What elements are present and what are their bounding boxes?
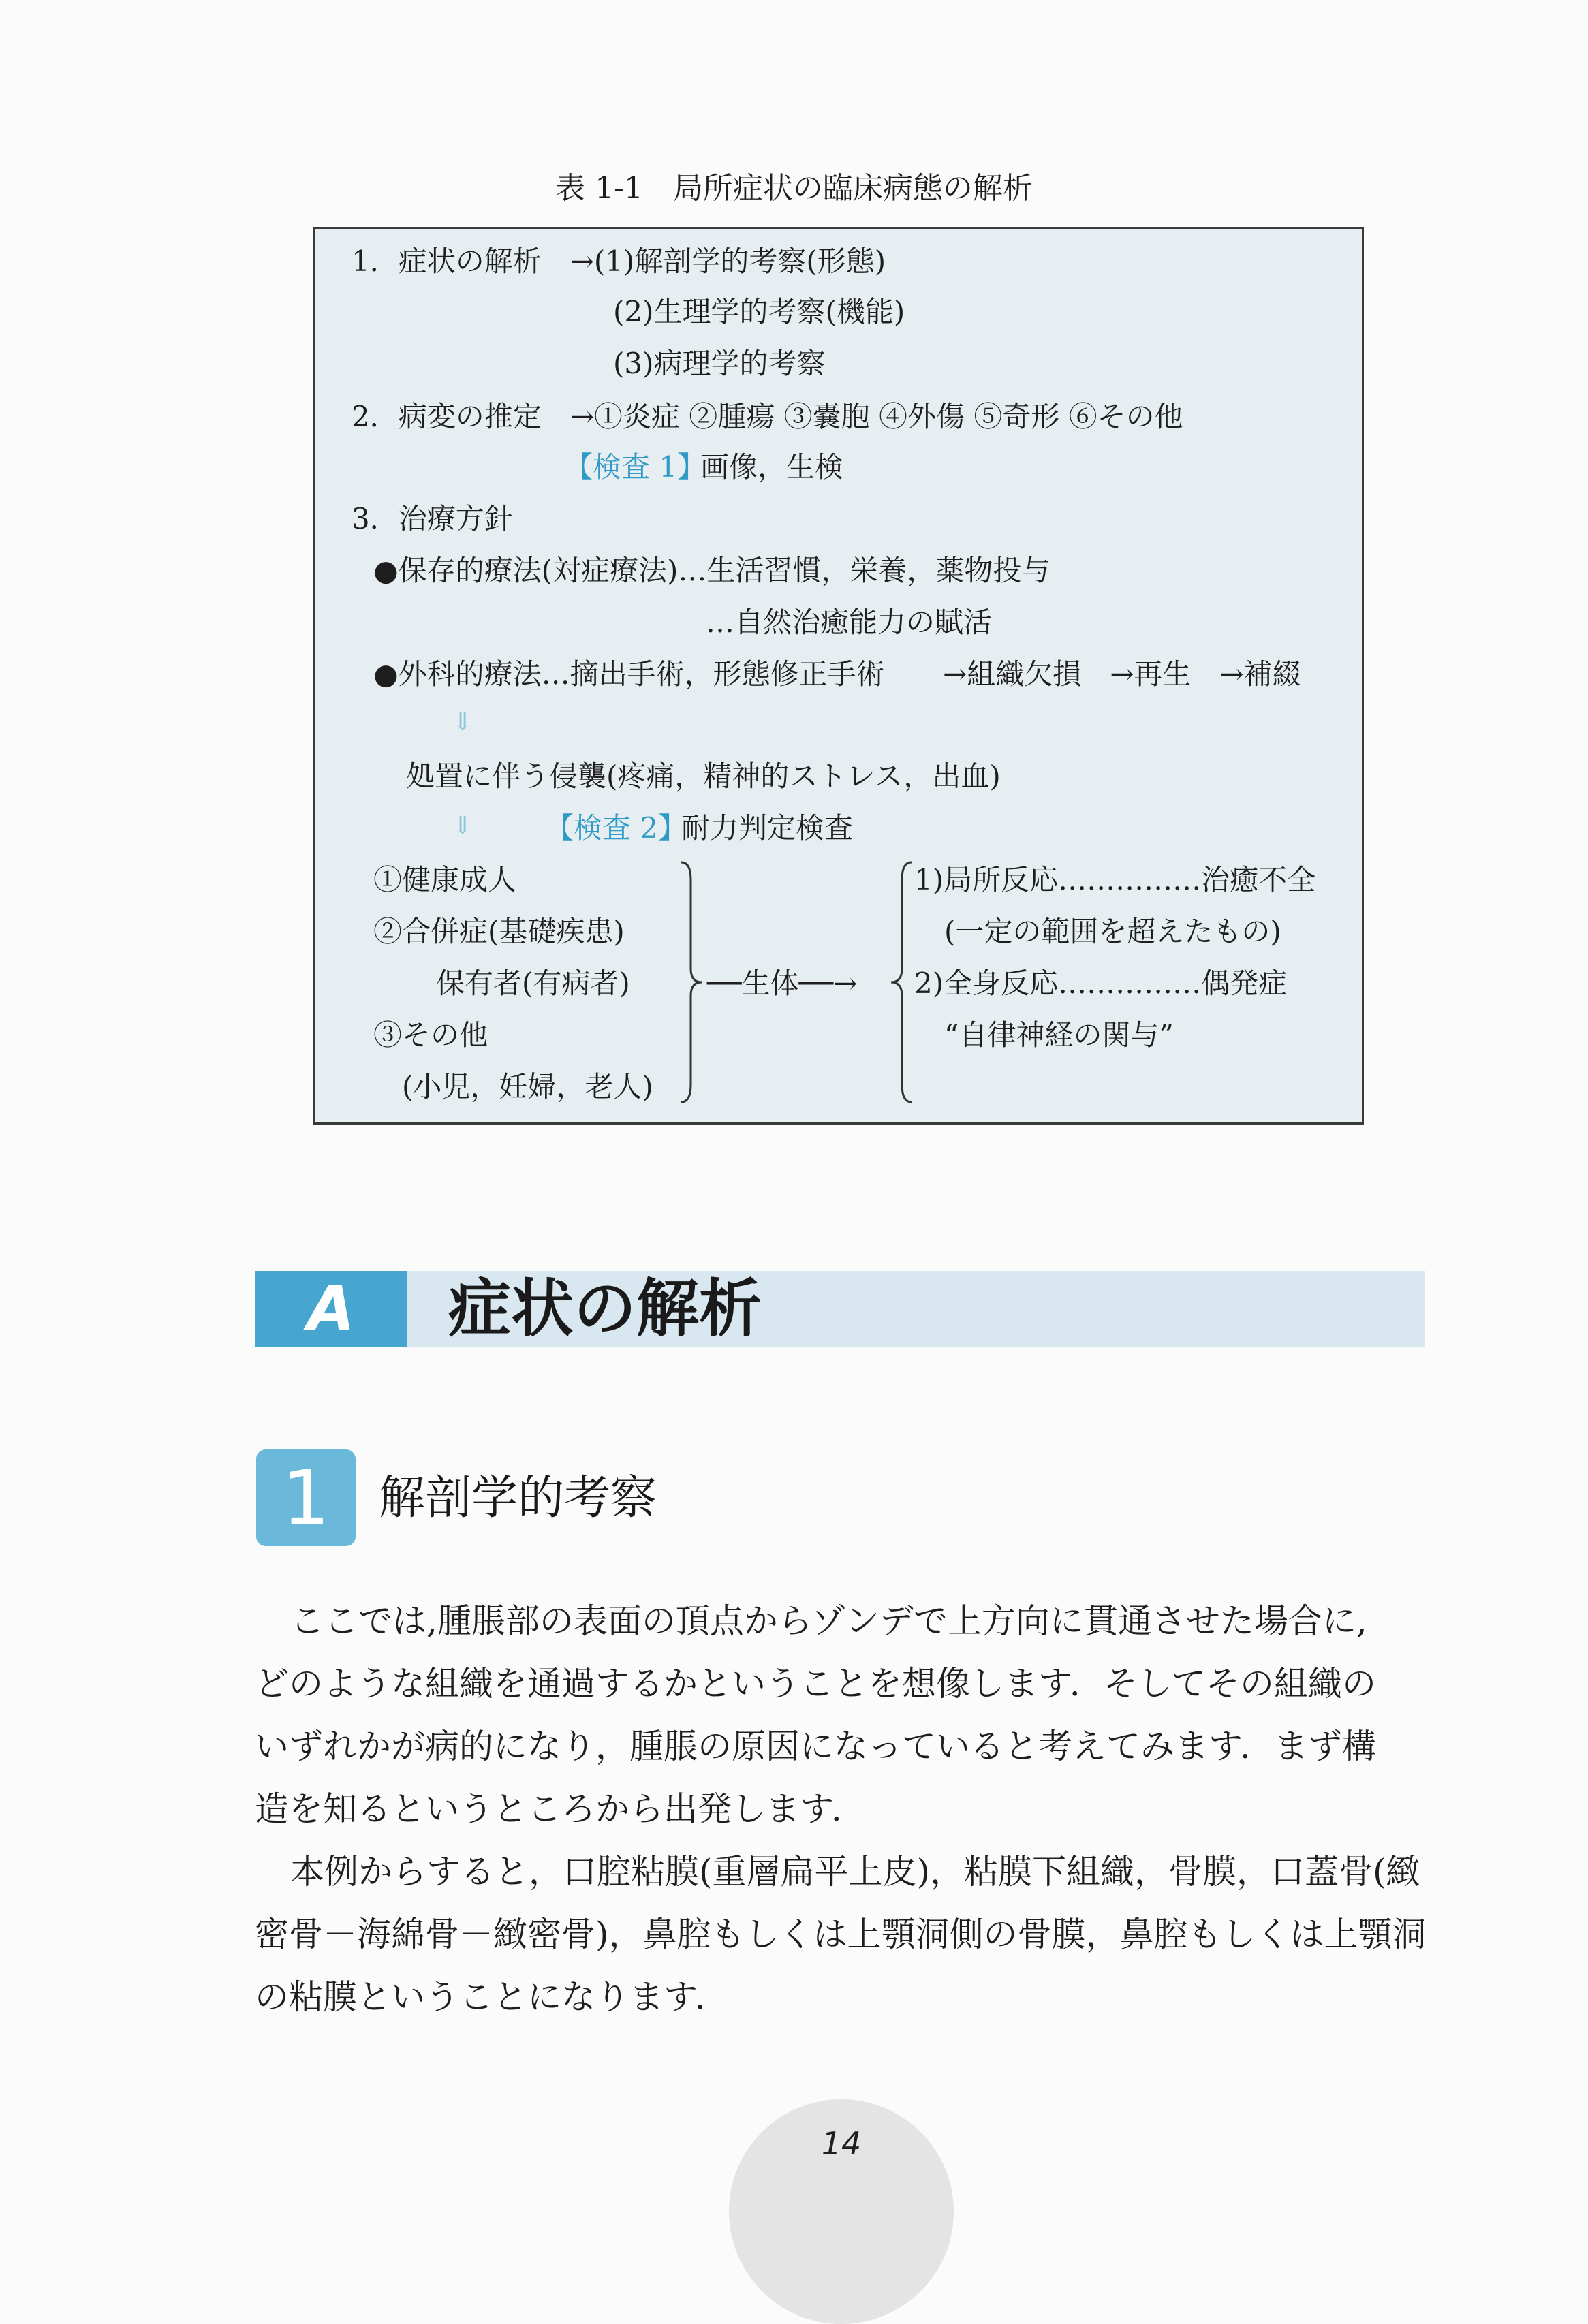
body-p2-line3: の粘膜ということになります． [255,1977,729,2017]
table-line-5-arrows: →組織欠損 →再生 →補綴 [943,657,1301,691]
table-line-4b: …自然治癒能力の賦活 [706,606,993,639]
section-letter: A [307,1273,355,1345]
body-p1-line1: ここでは,腫脹部の表面の頂点からゾンデで上方向に貫通させた場合に, [290,1601,1367,1641]
right-brace-icon [679,860,706,1105]
host-left-5: (小児，妊婦，老人) [402,1070,653,1103]
section-title: 症状の解析 [448,1272,762,1345]
reaction-right-2: (一定の範囲を超えたもの) [944,915,1281,948]
kensa1-text: 画像，生検 [700,450,844,484]
body-p1-line3: いずれかが病的になり，腫脹の原因になっていると考えてみます．まず構 [255,1727,1376,1766]
kensa1-tag: 【検査 1】 [564,450,706,484]
left-brace-icon [887,860,914,1105]
table-line-6: 処置に伴う侵襲(疼痛，精神的ストレス，出血) [406,759,1001,793]
body-p1-line4: 造を知るというところから出発します． [255,1789,865,1829]
kensa2-tag: 【検査 2】 [545,811,687,845]
body-p2-line2: 密骨－海綿骨－緻密骨)，鼻腔もしくは上顎洞側の骨膜，鼻腔もしくは上顎洞 [255,1915,1427,1954]
body-p1-line2: どのような組織を通過するかということを想像します．そしてその組織の [255,1664,1376,1703]
table-line-3: 3．治療方針 [352,502,513,535]
table-line-5: ●外科的療法…摘出手術，形態修正手術 [373,657,885,691]
host-left-3: 保有者(有病者) [436,967,630,1000]
body-p2-line1: 本例からすると，口腔粘膜(重層扁平上皮)，粘膜下組織，骨膜，口蓋骨(緻 [290,1852,1420,1891]
center-body-arrow: ──生体──→ [707,967,858,1000]
table-line-4: ●保存的療法(対症療法)…生活習慣，栄養，薬物投与 [373,554,1050,587]
page-number: 14 [821,2125,862,2162]
reaction-right-4: “自律神経の関与” [944,1018,1174,1052]
table-caption: 表 1-1 局所症状の臨床病態の解析 [555,171,1033,206]
host-left-4: ③その他 [373,1018,488,1052]
table-line-1b: (2)生理学的考察(機能) [613,295,905,328]
down-arrow-icon: ⇓ [452,812,473,840]
down-arrow-icon: ⇓ [452,708,473,736]
subsection-number: 1 [282,1454,330,1541]
kensa2-text: 耐力判定検査 [681,811,854,845]
host-left-2: ②合併症(基礎疾患) [373,915,625,948]
reaction-right-3: 2)全身反応……………偶発症 [914,967,1288,1000]
section-header-bar [255,1271,1425,1347]
table-line-1: 1．症状の解析 →(1)解剖学的考察(形態) [352,245,886,278]
host-left-1: ①健康成人 [373,863,517,896]
table-line-1c: (3)病理学的考察 [613,347,826,380]
table-line-2: 2．病変の推定 →①炎症 ②腫瘍 ③嚢胞 ④外傷 ⑤奇形 ⑥その他 [352,400,1183,433]
subsection-title: 解剖学的考察 [379,1471,657,1525]
reaction-right-1: 1)局所反応……………治癒不全 [914,863,1316,896]
